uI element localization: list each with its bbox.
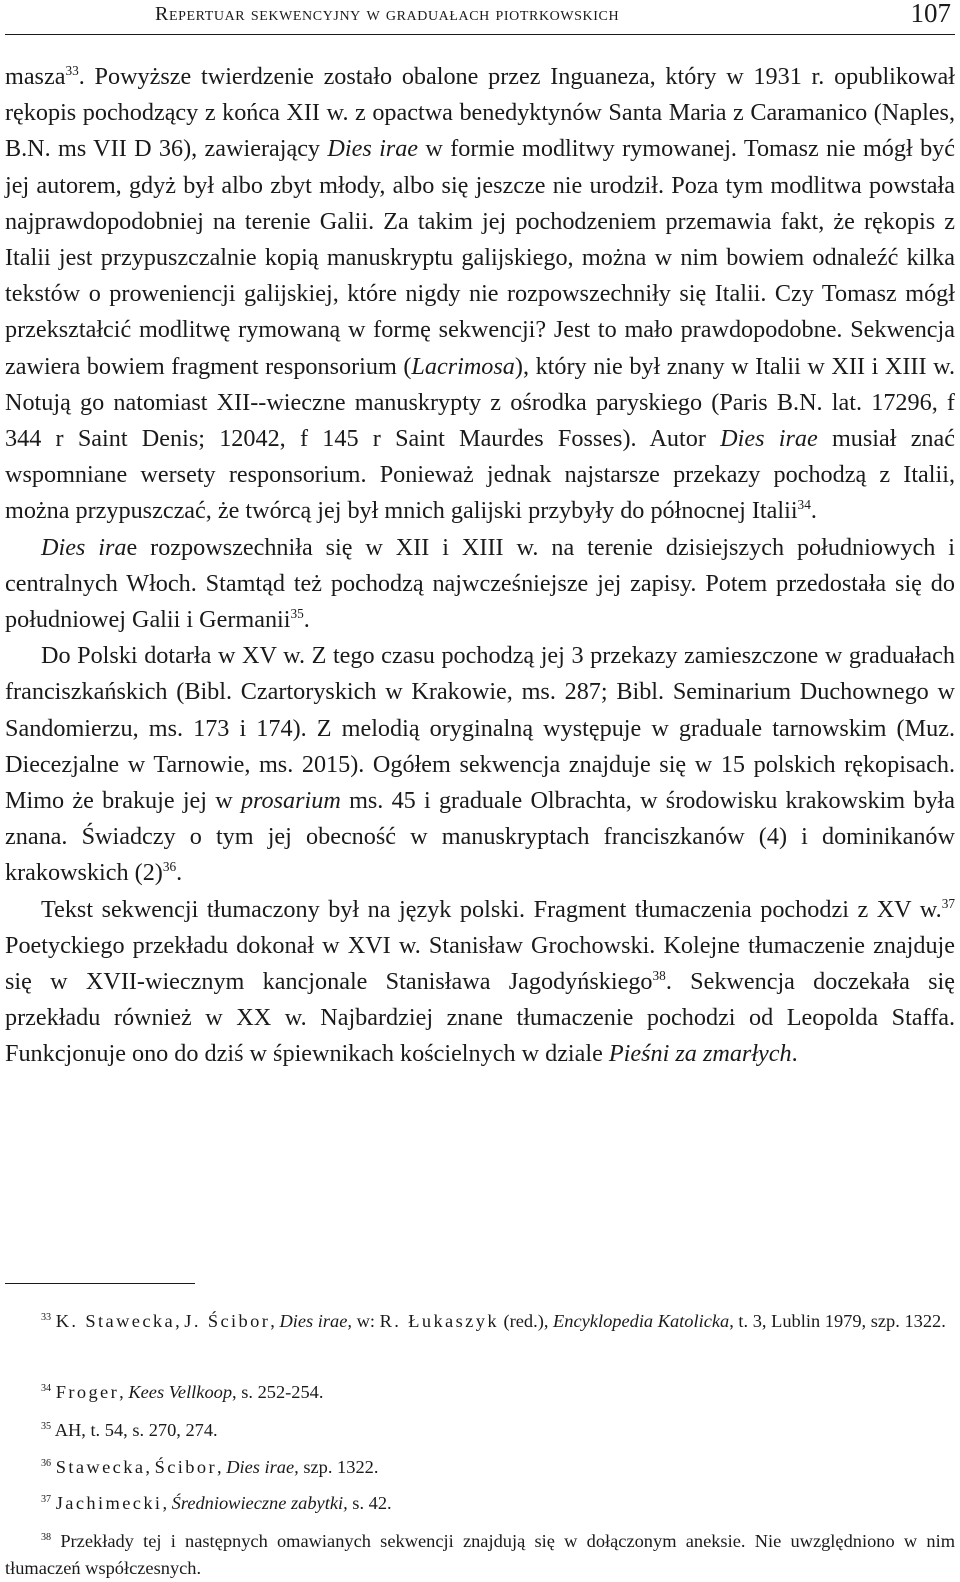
- text-run: Do Polski dotarła w XV w. Z tego czasu pochodzą jej 3 przekazy zamieszczone w graduałach franciszkańskich (Bibl. Czartoryskich w Krakowie, ms. 287; Bibl. Seminarium Duchownego w Sandomierzu, ms. 173 i 174). Z melodią oryginalną występuje w graduale tarnowskim (Muz. Diecezjalne w Tarnowie, ms. 2015). Ogółem sekwencja znajduje się w 15 polskich rękopisach. Mimo że brakuje jej w: [5, 642, 955, 815]
- author-name: Jachimecki: [55, 1493, 163, 1513]
- text-run: szp. 1322.: [298, 1457, 379, 1477]
- text-run: AH, t. 54, s. 270, 274.: [51, 1420, 218, 1440]
- italic-run: Kees Vellkoop: [128, 1382, 233, 1402]
- footnote-ref: 35: [41, 1420, 52, 1432]
- text-run: .: [303, 606, 310, 634]
- text-run: ,: [217, 1457, 227, 1477]
- paragraph: [5, 530, 955, 639]
- author-name: J. Ścibor: [184, 1311, 271, 1331]
- paragraph: [5, 892, 955, 1073]
- footnote-ref: 38: [652, 968, 666, 984]
- author-name: K. Stawecka: [55, 1311, 176, 1331]
- text-run: musiał znać wspomniane wersety responsorium. Ponieważ jednak najstarsze przekazy pochodzą z Italii, można przypuszczać, że twórcą jej był mnich galijski przybyły do północnej Italii: [5, 425, 955, 525]
- text-run: Przekłady tej i następnych omawianych sekwencji znajdują się w dołączonym aneksie. Nie uwzględniono w nim tłumaczeń współczesnych.: [5, 1531, 955, 1578]
- author-name: R. Łukaszyk: [379, 1311, 499, 1331]
- footnote-ref: 34: [797, 497, 811, 513]
- text-run: ,: [145, 1457, 155, 1477]
- footnote-ref: 38: [41, 1531, 52, 1543]
- footnote-ref: 36: [162, 859, 177, 875]
- text-run: ,: [162, 1493, 172, 1513]
- footnote-38: [5, 1528, 955, 1582]
- text-run: ,: [270, 1311, 280, 1331]
- italic-run: prosarium: [240, 787, 341, 815]
- footnote-ref: 35: [290, 605, 304, 621]
- text-run: ), który nie był znany w Italii w XII i XIII w. Notują go natomiast XII--wieczne manuskrypty z ośrodka paryskiego (Paris B.N. lat. 17296, f 344 r Saint Denis; 12042, f 145 r Saint Maurdes Fosses). Autor: [5, 352, 956, 453]
- paragraph: [5, 638, 955, 891]
- footnote-33: [5, 1308, 955, 1335]
- author-name: Ścibor: [154, 1457, 218, 1477]
- footnote-ref: 37: [941, 895, 955, 911]
- paragraph: [5, 59, 955, 530]
- text-run: .: [791, 1040, 798, 1068]
- italic-run: Pieśni za zmarłych: [608, 1040, 792, 1068]
- text-run: Tekst sekwencji tłumaczony był na język polski. Fragment tłumaczenia pochodzi z XV w.: [41, 895, 942, 923]
- text-run: s. 42.: [347, 1493, 392, 1513]
- text-run: (red.),: [498, 1311, 554, 1331]
- text-run: Poetyckiego przekładu dokonał w XVI w. Stanisław Grochowski. Kolejne tłumaczenie znajduje się w XVII-wiecznym kancjonale Stanisława Jagodyńskiego: [5, 931, 955, 996]
- running-title: Repertuar sekwencyjny w graduałach piotrkowskich: [155, 3, 620, 25]
- author-name: Froger: [55, 1382, 120, 1402]
- italic-run: Średniowieczne zabytki,: [171, 1493, 348, 1513]
- text-run: , s. 252-254.: [232, 1382, 324, 1402]
- italic-run: Dies irae: [720, 425, 818, 453]
- italic-run: Dies irae: [327, 135, 419, 163]
- text-run: w formie modlitwy rymowanej. Tomasz nie mógł być jej autorem, gdyż był albo zbyt młody, albo się jeszcze nie urodził. Poza tym modlitwa powstała najprawdopodobniej na terenie Galii. Za takim jej pochodzeniem przemawia fakt, że rękopis z Italii jest przypuszczalnie kopią manuskryptu galijskiego, można w nim bowiem odnaleźć kilka tekstów o proweniencji galijskiej, które nigdy nie rozpowszechniły się Italii. Czy Tomasz mógł przekształcić modlitwę rymowaną w formę sekwencji? Jest to mało prawdopodobne. Sekwencja zawiera bowiem fragment responsorium (: [5, 135, 955, 380]
- footnote-rule: [5, 1283, 195, 1284]
- text-run: masza: [5, 63, 66, 90]
- italic-run: Dies ira: [41, 533, 127, 561]
- italic-run: Lacrimosa: [411, 352, 515, 380]
- text-run: w:: [351, 1311, 380, 1331]
- italic-run: Encyklopedia Katolicka: [553, 1311, 730, 1331]
- footnote-36: [5, 1454, 955, 1481]
- text-run: e rozpowszechniła się w XII i XIII w. na terenie dzisiejszych południowych i centralnych Włoch. Stamtąd też pochodzą najwcześniejsze jej zapisy. Potem przedostała się do południowej Galii i Germanii: [5, 533, 956, 634]
- text-run: . Powyższe twierdzenie zostało obalone przez Inguaneza, który w 1931 r. opublikował rękopis pochodzący z końca XII w. z opactwa benedyktynów Santa Maria z Caramanico (Naples, B.N. ms VII D 36), zawierający: [5, 63, 955, 163]
- text-run: , t. 3, Lublin 1979, szp. 1322.: [729, 1311, 946, 1331]
- body-text: [5, 59, 955, 1073]
- text-run: ,: [119, 1382, 129, 1402]
- page-number: 107: [910, 0, 951, 28]
- text-run: ms. 45 i graduale Olbrachta, w środowisku krakowskim była znana. Świadczy o tym jej obecność w manuskryptach franciszkanów (4) i dominikanów krakowskich (2): [5, 787, 955, 887]
- footnote-ref: 33: [65, 62, 79, 78]
- italic-run: Dies irae,: [226, 1457, 299, 1477]
- text-run: ,: [175, 1311, 185, 1331]
- footnote-35: [5, 1417, 955, 1444]
- running-header: [5, 0, 955, 35]
- footnote-ref: 34: [41, 1382, 52, 1394]
- footnote-ref: 36: [41, 1457, 52, 1469]
- footnote-ref: 33: [41, 1311, 52, 1323]
- italic-run: Dies irae,: [279, 1311, 352, 1331]
- text-run: .: [810, 497, 817, 525]
- footnote-34: [5, 1379, 955, 1406]
- footnote-37: [5, 1490, 955, 1517]
- text-run: .: [176, 859, 183, 887]
- author-name: Stawecka: [55, 1457, 146, 1477]
- text-run: . Sekwencja doczekała się przekładu również w XX w. Najbardziej znane tłumaczenie pochodzi od Leopolda Staffa. Funkcjonuje ono do dziś w śpiewnikach kościelnych w dziale: [5, 968, 955, 1068]
- footnote-ref: 37: [41, 1493, 52, 1505]
